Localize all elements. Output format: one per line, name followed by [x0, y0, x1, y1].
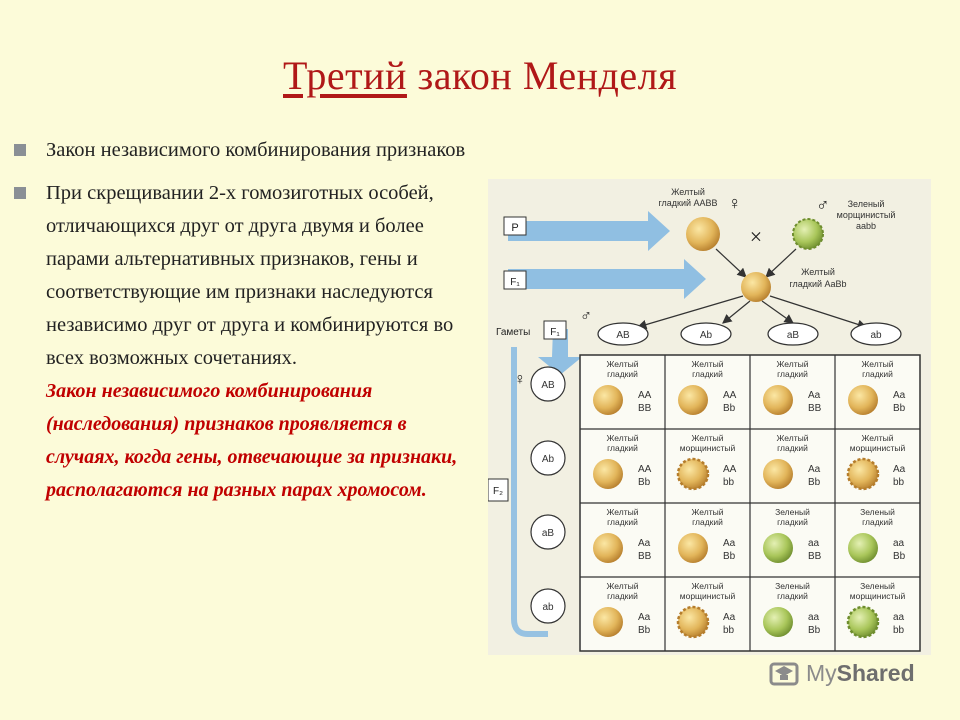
- cell-color-label: Желтый: [776, 359, 809, 369]
- cell-color-label: Желтый: [606, 359, 639, 369]
- cross-symbol: ×: [749, 224, 763, 249]
- cell-color-label: Зеленый: [860, 581, 895, 591]
- pea-yellow-smooth: [678, 385, 708, 415]
- cell-genotype-b: BB: [638, 403, 652, 414]
- pea-yellow-smooth: [593, 385, 623, 415]
- cell-genotype-b: Bb: [723, 551, 736, 562]
- pea-green-smooth: [763, 533, 793, 563]
- bullet-list: [14, 134, 476, 507]
- parent-male-line1: Зеленый: [847, 199, 885, 209]
- law-emphasis-text: Закон независимого комбинирования (наследования) признаков проявляется в случаях, когда гены, отвечающие за признаки, располагаются на разных парах хромосом.: [46, 380, 458, 501]
- cell-genotype-a: aa: [893, 538, 905, 549]
- male-symbol: ♂: [816, 195, 830, 215]
- slide-title: [0, 52, 960, 99]
- cell-shape-label: гладкий: [777, 443, 808, 453]
- cell-genotype-a: Aa: [808, 464, 821, 475]
- cell-genotype-b: Bb: [808, 625, 821, 636]
- cell-genotype-b: Bb: [893, 551, 906, 562]
- cell-color-label: Желтый: [861, 359, 894, 369]
- cell-shape-label: морщинистый: [679, 443, 736, 453]
- cell-color-label: Зеленый: [775, 581, 810, 591]
- cell-genotype-b: BB: [808, 403, 822, 414]
- cell-color-label: Желтый: [776, 433, 809, 443]
- cell-genotype-a: Aa: [723, 612, 736, 623]
- pea-yellow-smooth: [593, 533, 623, 563]
- cell-shape-label: морщинистый: [679, 591, 736, 601]
- pea-green-smooth: [763, 607, 793, 637]
- gamete-label: aB: [786, 330, 800, 341]
- gamete-label: AB: [616, 330, 630, 341]
- cell-genotype-a: Aa: [893, 464, 906, 475]
- cell-genotype-b: bb: [723, 477, 735, 488]
- gamete-label: ab: [542, 602, 554, 613]
- cell-shape-label: гладкий: [777, 591, 808, 601]
- pea-yellow-wrinkled: [678, 459, 708, 489]
- pea-yellow-smooth: [848, 385, 878, 415]
- cell-genotype-a: AA: [638, 390, 652, 401]
- gamete-label: AB: [541, 380, 555, 391]
- title-rest: закон Менделя: [406, 53, 677, 98]
- mortarboard-icon: [768, 658, 800, 688]
- cell-shape-label: гладкий: [692, 369, 723, 379]
- watermark: [768, 657, 915, 689]
- cell-shape-label: гладкий: [607, 369, 638, 379]
- bullet-item: [14, 177, 476, 507]
- cell-shape-label: гладкий: [862, 369, 893, 379]
- cell-color-label: Желтый: [861, 433, 894, 443]
- pea-yellow-smooth: [763, 385, 793, 415]
- cell-color-label: Желтый: [691, 581, 724, 591]
- arrow-p: [508, 211, 670, 251]
- cell-genotype-a: aa: [808, 612, 820, 623]
- cell-genotype-b: Bb: [723, 403, 736, 414]
- cell-genotype-a: Aa: [638, 612, 651, 623]
- cell-color-label: Желтый: [606, 433, 639, 443]
- cell-color-label: Желтый: [606, 507, 639, 517]
- cell-shape-label: морщинистый: [849, 443, 906, 453]
- cell-shape-label: гладкий: [862, 517, 893, 527]
- cell-shape-label: гладкий: [607, 517, 638, 527]
- parent-male-line2: морщинистый: [836, 210, 896, 220]
- cell-genotype-a: aa: [893, 612, 905, 623]
- cell-genotype-a: Aa: [723, 538, 736, 549]
- cell-shape-label: гладкий: [777, 369, 808, 379]
- cell-genotype-b: BB: [808, 551, 822, 562]
- gamete-label: ab: [870, 330, 882, 341]
- male-gamete-symbol: ♂: [580, 308, 592, 325]
- cell-genotype-a: AA: [723, 464, 737, 475]
- bullet-text: Закон независимого комбинирования признаков: [46, 139, 466, 161]
- cell-color-label: Желтый: [691, 359, 724, 369]
- gametes-top-row: [598, 323, 901, 345]
- cell-color-label: Зеленый: [860, 507, 895, 517]
- pea-parent-green-wrinkled: [793, 219, 823, 249]
- female-symbol: ♀: [728, 193, 742, 213]
- label-f1-gametes: F₁: [550, 327, 560, 338]
- cell-genotype-b: Bb: [893, 403, 906, 414]
- bullet-item: [14, 134, 476, 167]
- cell-genotype-a: Aa: [893, 390, 906, 401]
- female-gamete-symbol: ♀: [514, 371, 526, 388]
- label-f2: F₂: [493, 486, 503, 497]
- pea-f1-yellow-smooth: [741, 272, 771, 302]
- cell-genotype-a: Aa: [638, 538, 651, 549]
- cell-genotype-a: AA: [638, 464, 652, 475]
- cell-genotype-b: Bb: [638, 477, 651, 488]
- cell-genotype-b: bb: [723, 625, 735, 636]
- cell-genotype-b: Bb: [808, 477, 821, 488]
- cell-shape-label: гладкий: [607, 591, 638, 601]
- gametes-label: Гаметы: [496, 327, 531, 338]
- gamete-label: aB: [541, 528, 555, 539]
- label-f1-left: F₁: [510, 277, 520, 288]
- pea-green-wrinkled: [848, 607, 878, 637]
- gamete-label: Ab: [699, 330, 713, 341]
- cell-genotype-b: BB: [638, 551, 652, 562]
- bullet-square-icon: [14, 187, 26, 199]
- pea-yellow-wrinkled: [848, 459, 878, 489]
- cell-shape-label: гладкий: [607, 443, 638, 453]
- bullet-square-icon: [14, 144, 26, 156]
- pea-parent-yellow-smooth: [686, 217, 720, 251]
- f1-line2: гладкий AaBb: [789, 279, 847, 289]
- parent-male-line3: aabb: [855, 221, 877, 231]
- bullet-text: При скрещивании 2-х гомозиготных особей, отличающихся друг от друга двумя и более парами альтернативных признаков, гены и соответствующие им признаки наследуются независимо друг от друга и комбинируются во всех возможных сочетаниях.: [46, 182, 454, 369]
- cell-color-label: Желтый: [691, 433, 724, 443]
- diagram-svg: [488, 179, 931, 655]
- title-underlined-word: Третий: [283, 53, 407, 98]
- watermark-brand-light: My: [806, 659, 837, 686]
- cell-shape-label: гладкий: [777, 517, 808, 527]
- pea-yellow-smooth: [678, 533, 708, 563]
- cell-genotype-b: Bb: [638, 625, 651, 636]
- cell-genotype-a: aa: [808, 538, 820, 549]
- parent-female-line1: Желтый: [671, 187, 705, 197]
- pea-yellow-smooth: [593, 607, 623, 637]
- cell-shape-label: гладкий: [692, 517, 723, 527]
- f1-line1: Желтый: [801, 267, 835, 277]
- cell-genotype-b: bb: [893, 625, 905, 636]
- dihybrid-cross-diagram: [488, 179, 931, 655]
- pea-yellow-smooth: [763, 459, 793, 489]
- cell-genotype-a: Aa: [808, 390, 821, 401]
- cell-color-label: Зеленый: [775, 507, 810, 517]
- cell-genotype-b: bb: [893, 477, 905, 488]
- cell-color-label: Желтый: [691, 507, 724, 517]
- gamete-label: Ab: [541, 454, 555, 465]
- cell-genotype-a: AA: [723, 390, 737, 401]
- label-p: P: [511, 222, 519, 234]
- arrow-f1: [508, 259, 706, 299]
- parents: [580, 187, 895, 325]
- cell-shape-label: морщинистый: [849, 591, 906, 601]
- pea-green-smooth: [848, 533, 878, 563]
- pea-yellow-wrinkled: [678, 607, 708, 637]
- watermark-brand-bold: Shared: [836, 659, 915, 686]
- gametes-left-column: [531, 367, 565, 623]
- cell-color-label: Желтый: [606, 581, 639, 591]
- parent-female-line2: гладкий AABB: [658, 198, 718, 208]
- pea-yellow-smooth: [593, 459, 623, 489]
